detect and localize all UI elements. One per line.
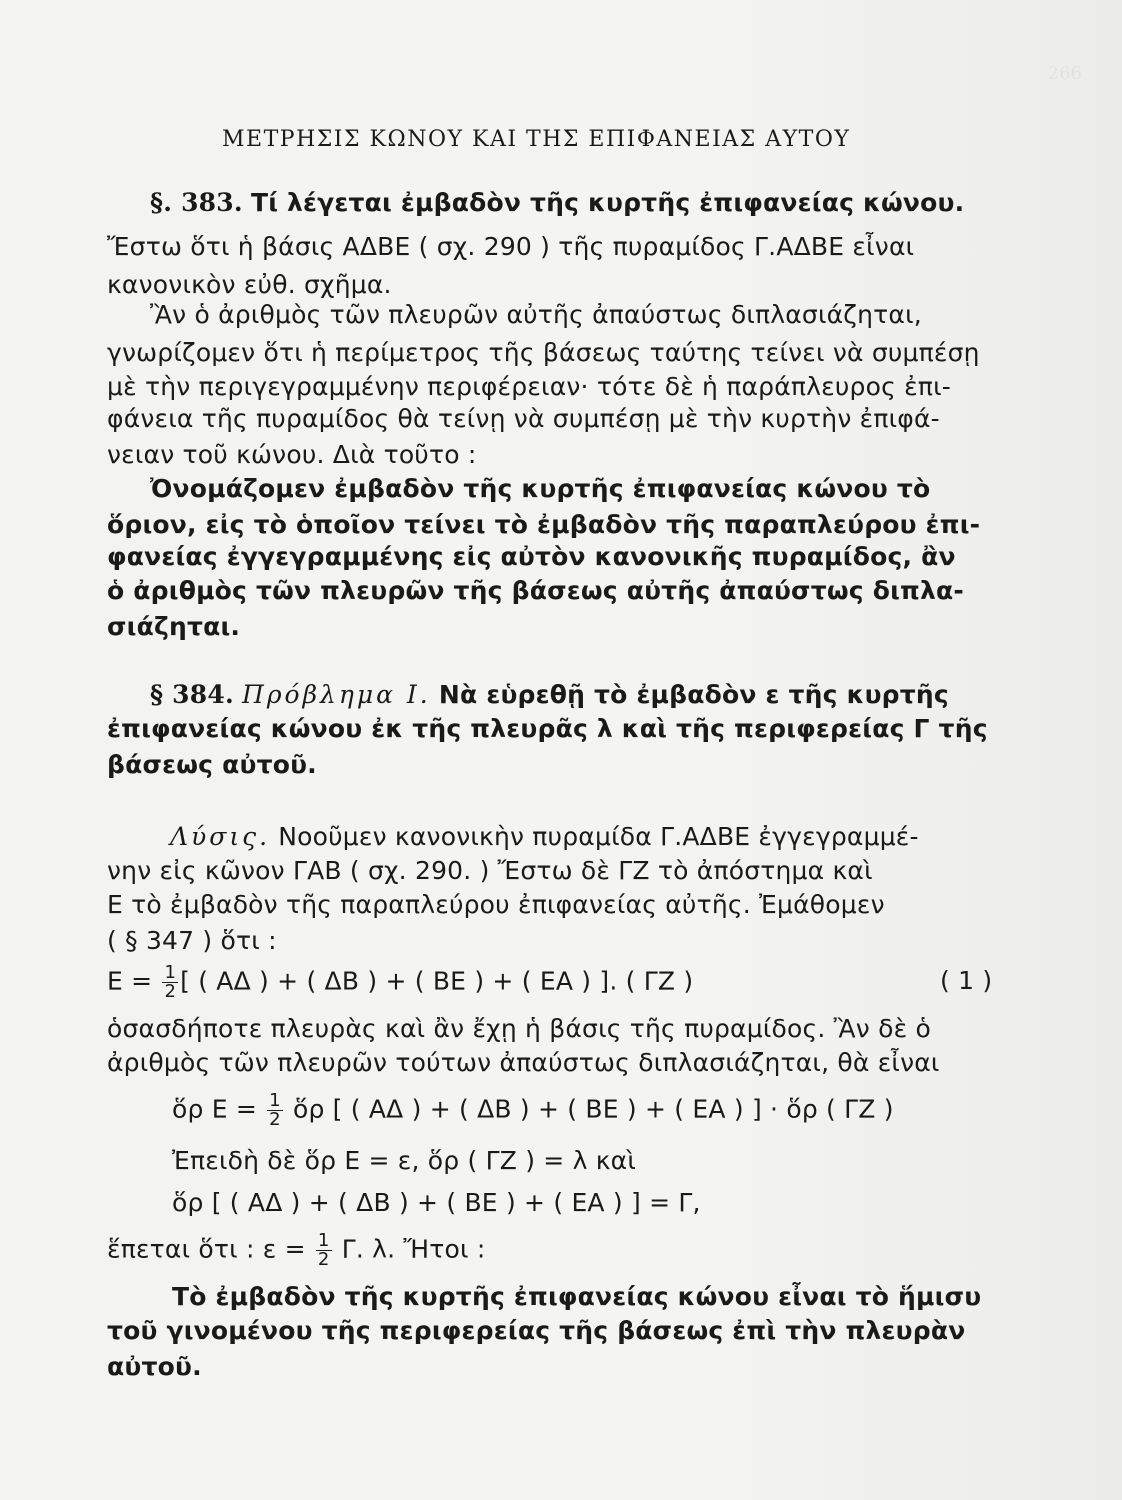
definition-line: ὅριον, εἰς τὸ ὁποῖον τείνει τὸ ἐμβαδὸν τῆς παραπλεύρου ἐπι- [107, 510, 981, 539]
body-line: ὁσασδήποτε πλευρὰς καὶ ἂν ἔχῃ ἡ βάσις τῆς πυραμίδος. Ἂν δὲ ὁ [107, 1014, 931, 1043]
body-line: ἀριθμὸς τῶν πλευρῶν τούτων ἀπαύστως διπλασιάζηται, θὰ εἶναι [107, 1048, 940, 1077]
section-384-title-line: ἐπιφανείας κώνου ἐκ τῆς πλευρᾶς λ καὶ τῆς περιφερείας Γ τῆς [107, 714, 988, 743]
definition-line: ὁ ἀριθμὸς τῶν πλευρῶν τῆς βάσεως αὐτῆς ἀπαύστως διπλα- [107, 576, 964, 605]
bleed-page-number: 266 [1047, 63, 1082, 84]
solution-line [170, 822, 919, 851]
equation-number: ( 1 ) [940, 966, 993, 995]
body-line: Ἐπειδὴ δὲ ὅρ Ε = ε, ὅρ ( ΓΖ ) = λ καὶ [172, 1146, 637, 1175]
definition-line: Ὀνομάζομεν ἐμβαδὸν τῆς κυρτῆς ἐπιφανείας κώνου τὸ [150, 474, 931, 503]
solution-label: Λύσις. [170, 822, 271, 851]
equation-4: ἕπεται ὅτι : ε = $\frac{1}{2}$ Γ. λ. Ἤτοι : [107, 1230, 486, 1270]
fraction-half: $\frac{1}{2}$ [317, 1230, 330, 1270]
equation-3: ὅρ [ ( ΑΔ ) + ( ΔΒ ) + ( ΒΕ ) + ( ΕΑ ) ] = Γ, [172, 1188, 701, 1217]
section-384-title: Νὰ εὑρεθῇ τὸ ἐμβαδὸν ε τῆς κυρτῆς [438, 680, 949, 709]
equation-2: ὅρ Ε = $\frac{1}{2}$ ὅρ [ ( ΑΔ ) + ( ΔΒ ) + ( ΒΕ ) + ( ΕΑ ) ] · ὅρ ( ΓΖ ) [172, 1090, 894, 1130]
conclusion-line: Τὸ ἐμβαδὸν τῆς κυρτῆς ἐπιφανείας κώνου εἶναι τὸ ἥμισυ [172, 1282, 982, 1311]
fraction-half: $\frac{1}{2}$ [164, 962, 177, 1002]
section-384-number: § 384. [150, 680, 234, 709]
section-383-number: §. 383. [150, 188, 243, 217]
section-383-title: Τί λέγεται ἐμβαδὸν τῆς κυρτῆς ἐπιφανείας κώνου. [250, 188, 965, 217]
body-line: ( § 347 ) ὅτι : [107, 926, 277, 955]
body-line: νειαν τοῦ κώνου. Διὰ τοῦτο : [107, 440, 477, 469]
bleed-through-text [782, 60, 1082, 88]
body-line: φάνεια τῆς πυραμίδος θὰ τείνῃ νὰ συμπέσῃ μὲ τὴν κυρτὴν ἐπιφά- [107, 404, 940, 433]
definition-line: σιάζηται. [107, 612, 241, 641]
section-384-title-line: βάσεως αὐτοῦ. [107, 750, 317, 779]
conclusion-line: αὐτοῦ. [107, 1352, 202, 1381]
fraction-half: $\frac{1}{2}$ [269, 1090, 281, 1130]
body-line: Ἔστω ὅτι ἡ βάσις ΑΔΒΕ ( σχ. 290 ) τῆς πυραμίδος Γ.ΑΔΒΕ εἶναι [107, 232, 915, 261]
definition-line: φανείας ἐγγεγραμμένης εἰς αὐτὸν κανονικῆς πυραμίδος, ἂν [107, 542, 956, 571]
body-line: Ε τὸ ἐμβαδὸν τῆς παραπλεύρου ἐπιφανείας αὐτῆς. Ἐμάθομεν [107, 890, 885, 919]
page-title: ΜΕΤΡΗΣΙΣ ΚΩΝΟΥ ΚΑΙ ΤΗΣ ΕΠΙΦΑΝΕΙΑΣ ΑΥΤΟΥ [222, 127, 851, 152]
solution-text: Νοοῦμεν κανονικὴν πυραμίδα Γ.ΑΔΒΕ ἐγγεγραμμέ- [278, 822, 919, 851]
body-line: Ἂν ὁ ἀριθμὸς τῶν πλευρῶν αὐτῆς ἀπαύστως διπλασιάζηται, [150, 300, 922, 329]
body-line: κανονικὸν εὐθ. σχῆμα. [107, 270, 392, 299]
conclusion-line: τοῦ γινομένου τῆς περιφερείας τῆς βάσεως ἐπὶ τὴν πλευρὰν [107, 1316, 966, 1345]
equation-1: Ε = $\frac{1}{2}$ [ ( ΑΔ ) + ( ΔΒ ) + ( ΒΕ ) + ( ΕΑ ) ]. ( ΓΖ ) [107, 962, 694, 1002]
body-line: μὲ τὴν περιγεγραμμένην περιφέρειαν· τότε δὲ ἡ παράπλευρος ἐπι- [107, 372, 951, 401]
section-383-heading [150, 188, 964, 217]
body-line: γνωρίζομεν ὅτι ἡ περίμετρος τῆς βάσεως ταύτης τείνει νὰ συμπέσῃ [107, 338, 980, 367]
body-line: νην εἰς κῶνον ΓΑΒ ( σχ. 290. ) Ἔστω δὲ ΓΖ τὸ ἀπόστημα καὶ [107, 856, 873, 885]
section-384-heading [150, 680, 949, 709]
problem-label: Πρόβλημα Ι. [242, 680, 431, 709]
